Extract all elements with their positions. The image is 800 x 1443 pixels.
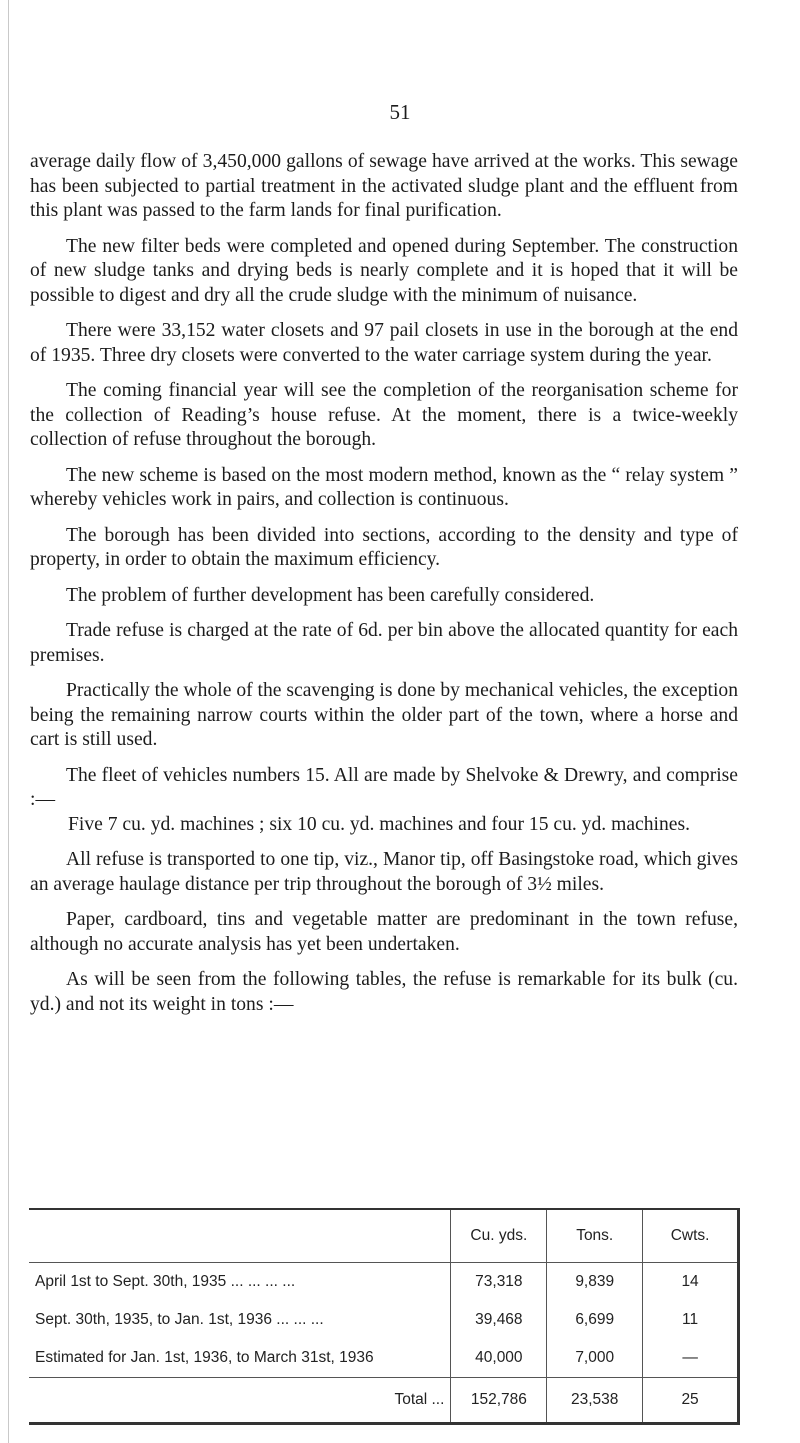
paragraph-relay-system: The new scheme is based on the most modern method, known as the “ relay system ” whereby vehicles work in pairs, and collection is continuous. xyxy=(30,464,738,510)
paragraph-sections: The borough has been divided into sections, according to the density and type of property, in order to obtain the maximum efficiency. xyxy=(30,524,738,570)
table-row xyxy=(29,1339,739,1378)
table-header-row xyxy=(29,1209,739,1263)
header-tons: Tons. xyxy=(547,1209,643,1263)
cell-cwts: — xyxy=(643,1339,739,1378)
page-number: 51 xyxy=(389,100,411,124)
cell-cwts: 14 xyxy=(643,1263,739,1302)
refuse-table-wrapper xyxy=(29,1208,740,1425)
refuse-table xyxy=(29,1208,740,1425)
page-edge xyxy=(8,0,9,1443)
paragraph-tip: All refuse is transported to one tip, viz., Manor tip, off Basingstoke road, which gives an average haulage distance per trip throughout the borough of 3½ miles. xyxy=(30,849,738,895)
paragraph-fleet: The fleet of vehicles numbers 15. All are made by Shelvoke & Drewry, and comprise :— xyxy=(30,764,738,810)
header-empty xyxy=(29,1209,451,1263)
table-row xyxy=(29,1263,739,1302)
body-text xyxy=(30,150,738,1028)
cell-tons: 7,000 xyxy=(547,1339,643,1378)
row-label: Sept. 30th, 1935, to Jan. 1st, 1936 ... ... ... xyxy=(35,1311,324,1328)
table-row xyxy=(29,1301,739,1339)
paragraph-development: The problem of further development has been carefully considered. xyxy=(66,584,595,606)
paragraph-composition: Paper, cardboard, tins and vegetable matter are predominant in the town refuse, although no accurate analysis has yet been undertaken. xyxy=(30,909,738,955)
row-label: April 1st to Sept. 30th, 1935 ... ... ... ... xyxy=(35,1273,296,1290)
cell-tons: 6,699 xyxy=(547,1301,643,1339)
cell-tons: 9,839 xyxy=(547,1263,643,1302)
total-cwts: 25 xyxy=(643,1378,739,1424)
total-label: Total ... xyxy=(29,1378,451,1424)
paragraph-closets: There were 33,152 water closets and 97 pail closets in use in the borough at the end of 1935. Three dry closets were converted to the water carriage system during the year. xyxy=(30,320,738,366)
paragraph-tables-intro: As will be seen from the following tables, the refuse is remarkable for its bulk (cu. yd.) and not its weight in tons :— xyxy=(30,969,738,1015)
paragraph-financial-year: The coming financial year will see the completion of the reorganisation scheme for the collection of Reading’s house refuse. At the moment, there is a twice-weekly collection of refuse throughout the borough. xyxy=(30,380,738,450)
cell-cu-yds: 40,000 xyxy=(451,1339,547,1378)
cell-cu-yds: 39,468 xyxy=(451,1301,547,1339)
total-tons: 23,538 xyxy=(547,1378,643,1424)
paragraph-machines: Five 7 cu. yd. machines ; six 10 cu. yd. machines and four 15 cu. yd. machines. xyxy=(68,813,690,835)
row-label: Estimated for Jan. 1st, 1936, to March 31st, 1936 xyxy=(35,1349,374,1366)
paragraph-trade-refuse: Trade refuse is charged at the rate of 6d. per bin above the allocated quantity for each premises. xyxy=(30,620,738,666)
cell-cu-yds: 73,318 xyxy=(451,1263,547,1302)
header-cu-yds: Cu. yds. xyxy=(451,1209,547,1263)
table-total-row xyxy=(29,1378,739,1424)
cell-cwts: 11 xyxy=(643,1301,739,1339)
paragraph-sewage-flow: average daily flow of 3,450,000 gallons of sewage have arrived at the works. This sewage has been subjected to partial treatment in the activated sludge plant and the effluent from this plant was passed to the farm lands for final purification. xyxy=(30,151,738,221)
total-cu-yds: 152,786 xyxy=(451,1378,547,1424)
paragraph-scavenging: Practically the whole of the scavenging is done by mechanical vehicles, the exception being the remaining narrow courts within the older part of the town, where a horse and cart is still used. xyxy=(30,680,738,750)
header-cwts: Cwts. xyxy=(643,1209,739,1263)
paragraph-filter-beds: The new filter beds were completed and opened during September. The construction of new sludge tanks and drying beds is nearly complete and it is hoped that it will be possible to digest and dry all the crude sludge with the minimum of nuisance. xyxy=(30,235,738,306)
